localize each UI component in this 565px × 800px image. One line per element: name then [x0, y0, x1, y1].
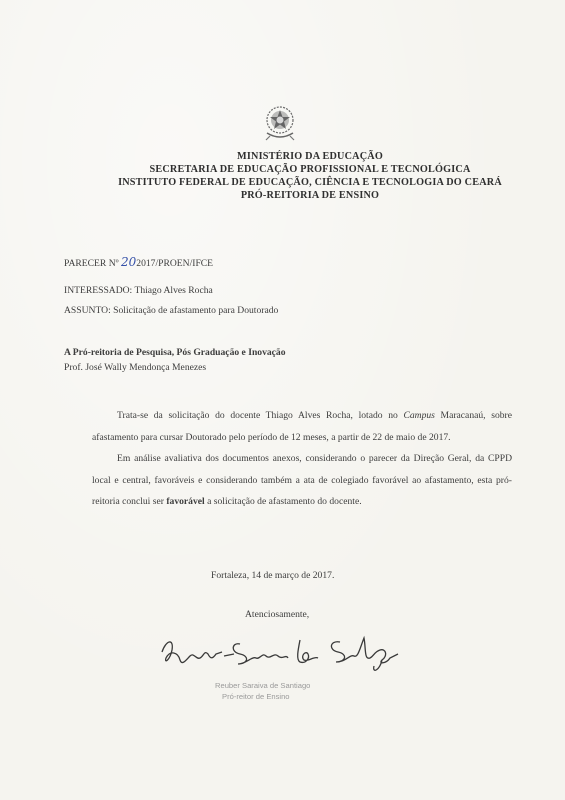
body-text: [92, 405, 512, 513]
interessado-line: [64, 285, 213, 296]
parecer-prefix: PARECER Nº: [64, 258, 121, 269]
paragraph-1-text-a: Trata-se da solicitação do docente Thiago Alves Rocha, lotado no: [117, 410, 404, 421]
paragraph-2-text-b: a solicitação de afastamento do docente.: [204, 496, 362, 507]
paragraph-1: [92, 405, 512, 448]
parecer-number: 20: [121, 255, 137, 269]
assunto-value: Solicitação de afastamento para Doutorado: [110, 305, 279, 316]
letterhead-ministry: MINISTÉRIO DA EDUCAÇÃO: [237, 151, 383, 162]
stamp-name: Reuber Saraiva de Santiago: [215, 681, 311, 690]
paragraph-2: [92, 448, 512, 513]
letterhead-department: PRÓ-REITORIA DE ENSINO: [240, 190, 380, 201]
parecer-suffix: 2017/PROEN/IFCE: [136, 258, 214, 269]
letterhead-secretariat: SECRETARIA DE EDUCAÇÃO PROFISSIONAL E TECNOLÓGICA: [149, 164, 471, 175]
assunto-line: [64, 305, 278, 316]
interessado-label: INTERESSADO:: [64, 285, 133, 296]
coat-of-arms-icon: [262, 103, 298, 143]
assunto-label: ASSUNTO:: [64, 305, 111, 316]
closing: Atenciosamente,: [245, 609, 310, 620]
paragraph-2-bold: favorável: [166, 496, 205, 507]
paragraph-1-campus: Campus: [403, 410, 435, 421]
letterhead: [60, 150, 560, 202]
handwritten-signature: [160, 630, 410, 680]
recipient-name: Prof. José Wally Mendonça Menezes: [64, 362, 207, 373]
place-date: Fortaleza, 14 de março de 2017.: [211, 570, 335, 581]
paragraph-2-text-a: Em análise avaliativa dos documentos anexos, considerando o parecer da Direção Geral, da CPPD local e central, favoráveis e considerando também a ata de colegiado favorável ao afastamento, esta pró-reitoria conclui ser: [92, 453, 512, 507]
parecer-line: [64, 255, 213, 269]
letterhead-institute: INSTITUTO FEDERAL DE EDUCAÇÃO, CIÊNCIA E TECNOLOGIA DO CEARÁ: [118, 177, 502, 188]
interessado-value: Thiago Alves Rocha: [132, 285, 213, 296]
stamp-role: Pró-reitor de Ensino: [222, 692, 290, 701]
recipient-office: A Pró-reitoria de Pesquisa, Pós Graduação e Inovação: [64, 347, 286, 358]
paragraph-1-text-b: Maracanaú, sobre afastamento para cursar Doutorado pelo período de 12 meses, a partir de 22 de maio de 2017.: [92, 410, 512, 443]
